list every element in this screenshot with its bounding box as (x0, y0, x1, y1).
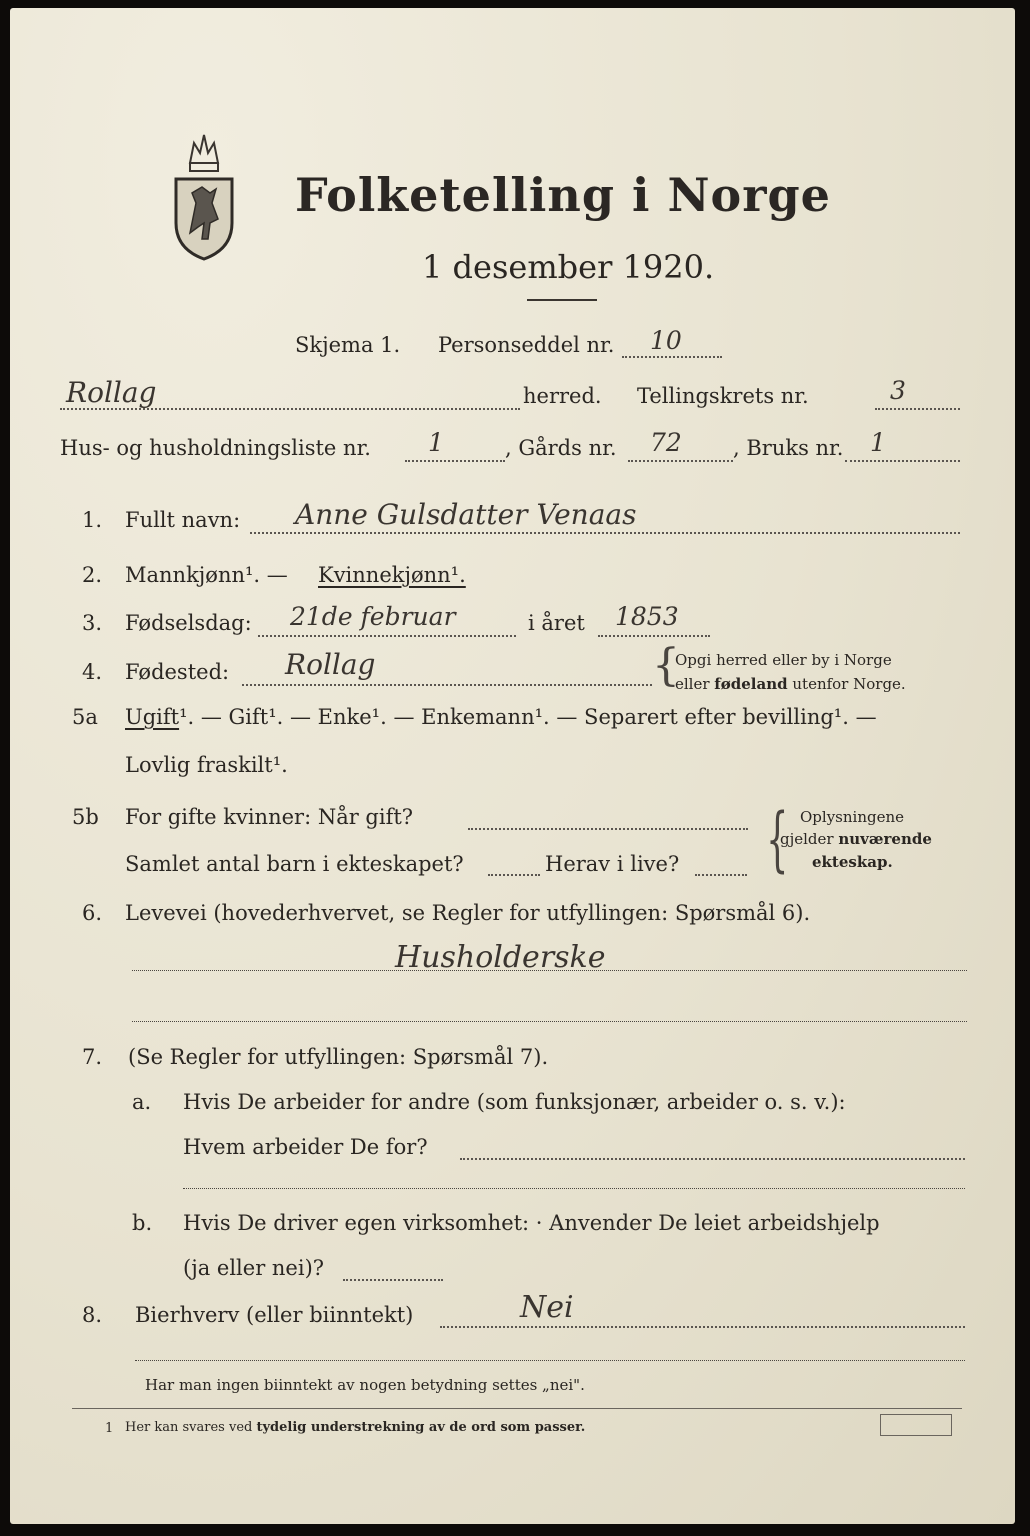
q7a-letter: a. (132, 1090, 152, 1114)
option-ugift: Ugift (125, 705, 180, 729)
q4-label: Fødested: (125, 660, 230, 684)
q5b-alive-line (695, 874, 747, 876)
census-form (10, 8, 1015, 1524)
occupation-value: Husholderske (395, 940, 606, 975)
q8-note: Har man ingen biinntekt av nogen betydning settes „nei". (145, 1376, 585, 1394)
q3-label: Fødselsdag: (125, 611, 252, 635)
q7a-text: Hvis De arbeider for andre (som funksjonær, arbeider o. s. v.): (183, 1090, 846, 1114)
q7a-question: Hvem arbeider De for? (183, 1135, 428, 1159)
q5a-line2: Lovlig fraskilt¹. (125, 753, 288, 777)
q7-label: (Se Regler for utfyllingen: Spørsmål 7). (128, 1045, 549, 1069)
tellingskrets-value: 3 (890, 376, 906, 405)
personseddel-label: Personseddel nr. (438, 333, 615, 357)
herred-label: herred. (523, 384, 602, 408)
footnote-mark: 1 (105, 1421, 114, 1436)
birthplace-value: Rollag (285, 648, 376, 681)
gards-value: 72 (650, 428, 682, 457)
q7b-letter: b. (132, 1211, 153, 1235)
q5b-note1: Oplysningene (800, 808, 905, 826)
q5b-line1: For gifte kvinner: Når gift? (125, 805, 414, 829)
birthday-value: 21de februar (290, 602, 456, 631)
year-line (598, 635, 710, 637)
bruks-label: , Bruks nr. (733, 436, 844, 460)
q2-number: 2. (82, 563, 103, 587)
personseddel-value: 10 (650, 326, 682, 355)
q8-line2 (135, 1360, 965, 1361)
q4-line (242, 684, 652, 686)
footnote-text: Her kan svares ved tydelig understrekning av de ord som passer. (125, 1420, 586, 1435)
q5b-number: 5b (72, 805, 99, 829)
q5b-brace: { (766, 798, 789, 880)
q6-line2 (132, 1021, 967, 1022)
q5b-alive-label: Herav i live? (545, 852, 680, 876)
gender-male: Mannkjønn¹. — (125, 563, 288, 587)
q7b-text: Hvis De driver egen virksomhet: · Anvender De leiet arbeidshjelp (183, 1211, 880, 1235)
q6-label: Levevei (hovederhvervet, se Regler for utfyllingen: Spørsmål 6). (125, 901, 811, 925)
printer-stamp-icon (880, 1414, 952, 1436)
side-income-value: Nei (520, 1290, 574, 1325)
census-date: 1 desember 1920. (422, 248, 715, 286)
q8-number: 8. (82, 1303, 103, 1327)
gender-female: Kvinnekjønn¹. (318, 563, 466, 587)
personseddel-line (622, 356, 722, 358)
q7b-question: (ja eller nei)? (183, 1256, 325, 1280)
q5a-number: 5a (72, 705, 98, 729)
hus-value: 1 (428, 428, 444, 457)
coat-of-arms-icon (168, 123, 240, 263)
footnote-divider (72, 1408, 962, 1409)
q3-number: 3. (82, 611, 103, 635)
q1-label: Fullt navn: (125, 508, 241, 532)
title-divider (527, 299, 597, 301)
q4-note-line2: eller fødeland utenfor Norge. (675, 675, 906, 693)
q7a-line (460, 1158, 965, 1160)
tellingskrets-line (875, 408, 960, 410)
hus-line (405, 460, 505, 462)
q6-number: 6. (82, 901, 103, 925)
marital-status-options: Ugift¹. — Gift¹. — Enke¹. — Enkemann¹. — Separert efter bevilling¹. — (125, 705, 877, 729)
gards-line (628, 460, 733, 462)
q3-line (258, 635, 516, 637)
q4-note-line1: Opgi herred eller by i Norge (675, 651, 892, 669)
q5b-children-line (488, 874, 540, 876)
q8-line (440, 1326, 965, 1328)
q8-label: Bierhverv (eller biinntekt) (135, 1303, 414, 1327)
q5b-note3: ekteskap. (812, 853, 893, 871)
q1-line (250, 532, 960, 534)
skjema-label: Skjema 1. (295, 333, 401, 357)
q6-line1 (132, 970, 967, 971)
q5b-note2: gjelder nuværende (780, 830, 932, 848)
tellingskrets-label: Tellingskrets nr. (637, 384, 809, 408)
q5b-line2: Samlet antal barn i ekteskapet? (125, 852, 464, 876)
q5b-married-line (468, 828, 748, 830)
year-label: i året (528, 611, 585, 635)
bruks-value: 1 (870, 428, 886, 457)
q7b-line (343, 1279, 443, 1281)
herred-value: Rollag (66, 376, 157, 409)
q1-number: 1. (82, 508, 103, 532)
full-name-value: Anne Gulsdatter Venaas (295, 498, 637, 531)
bruks-line (845, 460, 960, 462)
form-title: Folketelling i Norge (295, 168, 831, 222)
q7a-line2 (183, 1188, 965, 1189)
year-value: 1853 (615, 602, 679, 631)
q4-brace: { (652, 640, 680, 691)
q7-number: 7. (82, 1045, 103, 1069)
gards-label: , Gårds nr. (505, 436, 617, 460)
hus-label: Hus- og husholdningsliste nr. (60, 436, 371, 460)
q4-number: 4. (82, 660, 103, 684)
